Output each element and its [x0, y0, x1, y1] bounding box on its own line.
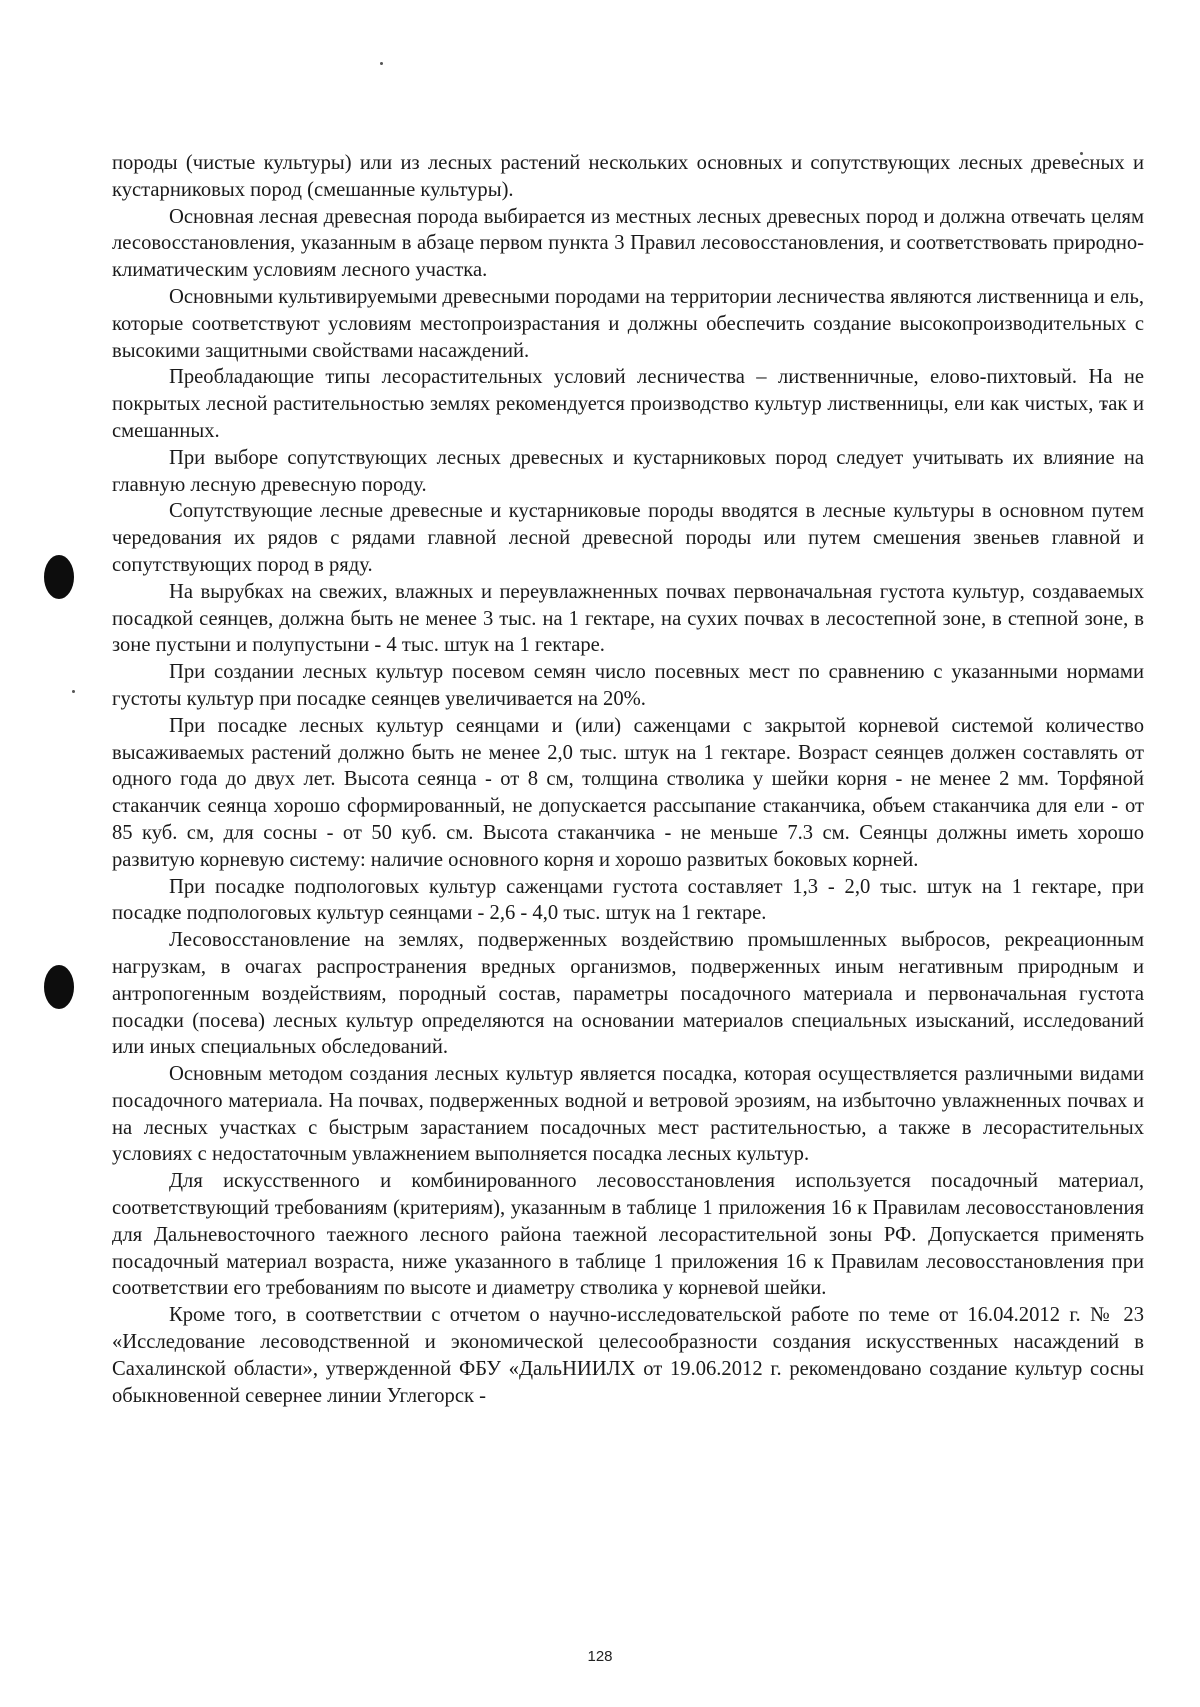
paragraph: При создании лесных культур посевом семян число посевных мест по сравнению с указанными нормами густоты культур при посадке сеянцев увеличивается на 20%.: [112, 661, 1144, 710]
punch-hole-bottom: [44, 965, 74, 1009]
paragraph: Основная лесная древесная порода выбирается из местных лесных древесных пород и должна отвечать целям лесовосстановления, указанным в абзаце первом пункта 3 Правил лесовосстановления, и соответствовать природно-климатическим условиям лесного участка.: [112, 205, 1144, 282]
paragraph: Основным методом создания лесных культур является посадка, которая осуществляется различными видами посадочного материала. На почвах, подверженных водной и ветровой эрозиям, на избыточно увлажненных почвах и на лесных участках с быстрым зарастанием посадочных мест растительностью, а также в лесорастительных условиях с недостаточным увлажнением выполняется посадка лесных культур.: [112, 1063, 1144, 1166]
punch-hole-top: [44, 555, 74, 599]
document-body: [112, 150, 1144, 1409]
paragraph: Сопутствующие лесные древесные и кустарниковые породы вводятся в лесные культуры в основном путем чередования их рядов с рядами главной лесной древесной породы или путем смешения звеньев главной и сопутствующих пород в ряду.: [112, 500, 1144, 576]
paragraph: Лесовосстановление на землях, подверженных воздействию промышленных выбросов, рекреационным нагрузкам, в очагах распространения вредных организмов, подверженных иным негативным природным и антропогенным воздействиям, породный состав, параметры посадочного материала и первоначальная густота посадки (посева) лесных культур определяются на основании материалов специальных изысканий, исследований или иных специальных обследований.: [112, 929, 1144, 1059]
paragraph: Кроме того, в соответствии с отчетом о научно-исследовательской работе по теме от 16.04.2012 г. № 23 «Исследование лесоводственной и экономической целесообразности создания искусственных насаждений в Сахалинской области», утвержденной ФБУ «ДальНИИЛХ от 19.06.2012 г. рекомендовано создание культур сосны обыкновенной севернее линии Углегорск -: [112, 1304, 1144, 1407]
paragraph: На вырубках на свежих, влажных и переувлажненных почвах первоначальная густота культур, создаваемых посадкой сеянцев, должна быть не менее 3 тыс. на 1 гектаре, на сухих почвах в лесостепной зоне, в степной зоне, в зоне пустыни и полупустыни - 4 тыс. штук на 1 гектаре.: [112, 580, 1144, 657]
paragraph: При выборе сопутствующих лесных древесных и кустарниковых пород следует учитывать их влияние на главную лесную древесную породу.: [112, 446, 1144, 496]
scan-speck: [380, 62, 383, 65]
paragraph: При посадке лесных культур сеянцами и (или) саженцами с закрытой корневой системой количество высаживаемых растений должно быть не менее 2,0 тыс. штук на 1 гектаре. Возраст сеянцев должен составлять от одного года до двух лет. Высота сеянца - от 8 см, толщина стволика у шейки корня - не менее 2 мм. Торфяной стаканчик сеянца хорошо сформированный, не допускается рассыпание стаканчика, объем стаканчика для ели - от 85 куб. см, для сосны - от 50 куб. см. Высота стаканчика - не меньше 7.3 см. Сеянцы должны иметь хорошо развитую корневую систему: наличие основного корня и хорошо развитых боковых корней.: [112, 714, 1144, 871]
scan-speck: [72, 690, 75, 693]
paragraph: Основными культивируемыми древесными породами на территории лесничества являются лиственница и ель, которые соответствуют условиям местопроизрастания и должны обеспечить создание высокопроизводительных с высокими защитными свойствами насаждений.: [112, 285, 1144, 362]
paragraph: породы (чистые культуры) или из лесных растений нескольких основных и сопутствующих лесных древесных и кустарниковых пород (смешанные культуры).: [112, 152, 1144, 201]
page-number: 128: [587, 1648, 613, 1665]
paragraph: Для искусственного и комбинированного лесовосстановления используется посадочный материал, соответствующий требованиям (критериям), указанным в таблице 1 приложения 16 к Правилам лесовосстановления для Дальневосточного таежного лесного района таежной лесорастительной зоны РФ. Допускается применять посадочный материал возраста, ниже указанного в таблице 1 приложения 16 к Правилам лесовосстановления при соответствии его требованиям по высоте и диаметру стволика у корневой шейки.: [112, 1170, 1144, 1300]
paragraph: Преобладающие типы лесорастительных условий лесничества – лиственничные, елово-пихтовый. На не покрытых лесной растительностью землях рекомендуется производство культур лиственницы, ели как чистых, так и смешанных.: [112, 366, 1144, 442]
paragraph: При посадке подпологовых культур саженцами густота составляет 1,3 - 2,0 тыс. штук на 1 гектаре, при посадке подпологовых культур сеянцами - 2,6 - 4,0 тыс. штук на 1 гектаре.: [112, 875, 1144, 925]
